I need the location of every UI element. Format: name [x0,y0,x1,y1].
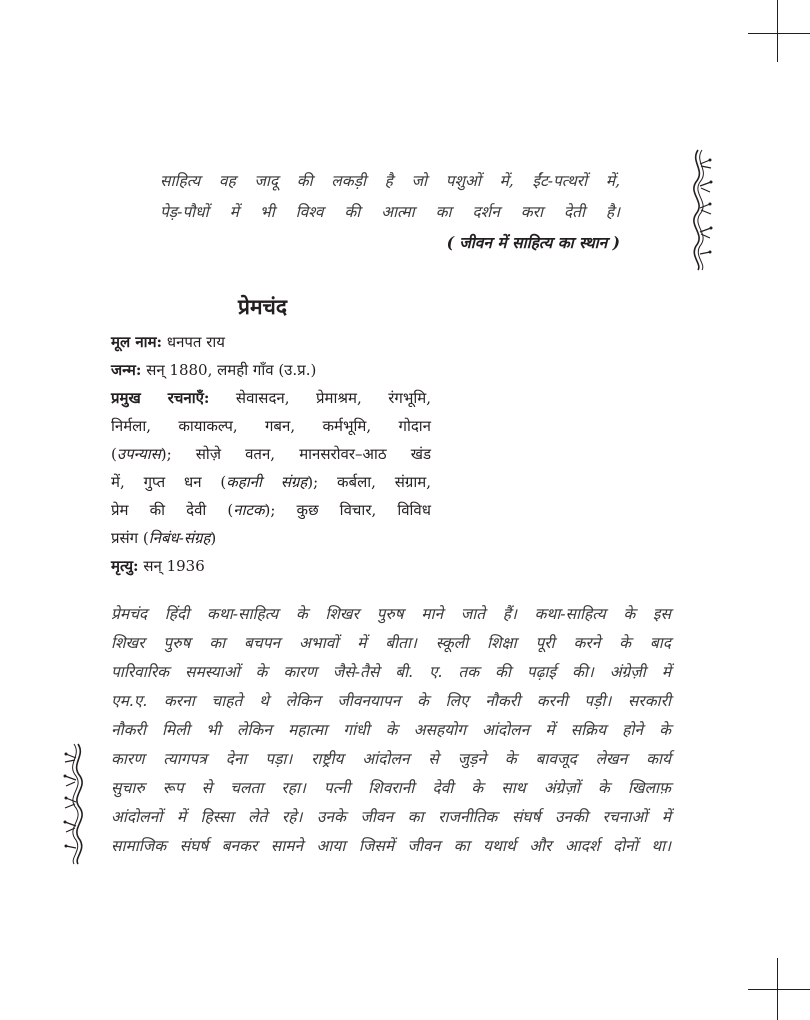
quote-line: पेड़-पौधों में भी विश्व की आत्मा का दर्शन करा देती है। [160,203,620,221]
works-text: प्रेम की देवी ( [111,501,234,519]
works-text: प्रसंग ( [111,529,149,547]
epigraph-quote [160,166,620,258]
works-row [111,468,431,496]
crop-mark-top-horizontal [748,33,810,34]
author-name: प्रेमचंद [238,294,287,319]
original-name-label: मूल नाम: [111,333,163,351]
bio-line: नौकरी मिली भी लेकिन महात्मा गांधी के असहयोग आंदोलन में सक्रिय होने के [111,721,671,739]
crop-mark-bottom-horizontal [748,989,810,990]
works-row [111,440,431,468]
biography [111,600,671,861]
works-row [111,412,431,440]
works-text: ); कुछ विचार, विविध [264,501,431,519]
works-text: ); कर्बला, संग्राम, [307,473,432,491]
bio-line: आंदोलनों में हिस्सा लेते रहे। उनके जीवन का राजनीतिक संघर्ष उनकी रचनाओं में [111,808,671,826]
death-label: मृत्यु: [111,557,139,575]
works-genre: कहानी संग्रह [226,473,308,491]
vine-ornament-icon [686,148,716,272]
author-info [111,328,431,580]
death-row [111,552,431,580]
works-row [111,496,431,524]
works-text: ) [210,529,217,547]
works-row [111,384,431,412]
bio-line: एम.ए. करना चाहते थे लेकिन जीवनयापन के लिए नौकरी करनी पड़ी। सरकारी [111,692,671,710]
original-name-row [111,328,431,356]
works-genre: निबंध-संग्रह [148,529,211,547]
quote-line: साहित्य वह जादू की लकड़ी है जो पशुओं में, ईंट-पत्थरों में, [160,172,620,190]
works-row [111,524,431,552]
works-text: ); सोज़े वतन, मानसरोवर–आठ खंड [160,445,431,463]
works-genre: उपन्यास [116,445,161,463]
bio-line: कारण त्यागपत्र देना पड़ा। राष्ट्रीय आंदोलन से जुड़ने के बावजूद लेखन कार्य [111,750,671,768]
original-name-value: धनपत राय [162,333,225,351]
works-label: प्रमुख रचनाएँ: [111,389,210,407]
vine-ornament-icon [60,742,90,866]
bio-line: सामाजिक संघर्ष बनकर सामने आया जिसमें जीवन का यथार्थ और आदर्श दोनों था। [111,837,671,855]
bio-line: पारिवारिक समस्याओं के कारण जैसे-तैसे बी. ए. तक की पढ़ाई की। अंग्रेज़ी में [111,663,671,681]
works-text: निर्मला, कायाकल्प, गबन, कर्मभूमि, गोदान [111,417,431,435]
bio-line: सुचारु रूप से चलता रहा। पत्नी शिवरानी देवी के साथ अंग्रेज़ों के खिलाफ़ [111,779,671,797]
crop-mark-top-vertical [777,0,778,62]
birth-row [111,356,431,384]
works-text: सेवासदन, प्रेमाश्रम, रंगभूमि, [209,389,431,407]
bio-line: शिखर पुरुष का बचपन अभावों में बीता। स्कूली शिक्षा पूरी करने के बाद [111,634,671,652]
bio-line: प्रेमचंद हिंदी कथा-साहित्य के शिखर पुरुष माने जाते हैं। कथा-साहित्य के इस [111,605,671,623]
works-text: में, गुप्त धन ( [111,473,227,491]
works-genre: नाटक [233,501,265,519]
birth-value: सन् 1880, लमही गाँव (उ.प्र.) [141,361,317,379]
birth-label: जन्म: [111,361,142,379]
quote-source: ( जीवन में साहित्य का स्थान ) [446,233,620,252]
death-value: सन् 1936 [138,557,205,575]
works-text: ( [111,445,117,463]
